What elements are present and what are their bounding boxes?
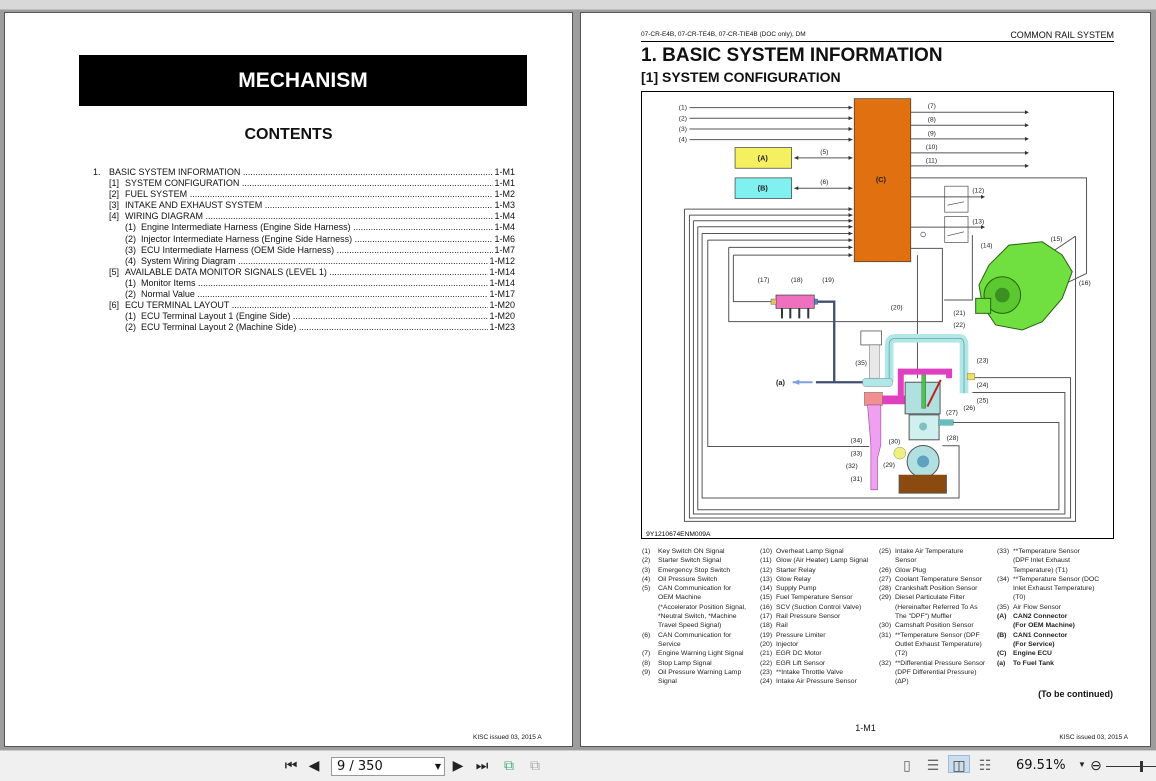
legend-item: [760, 593, 878, 602]
legend-text: Fuel Temperature Sensor: [776, 594, 853, 602]
toc-entry[interactable]: [93, 322, 515, 333]
legend-number: (18): [760, 622, 773, 630]
zoom-slider-handle[interactable]: [1140, 761, 1143, 772]
toc-page: 1-M17: [489, 289, 515, 300]
diagram-label: (13): [972, 218, 985, 226]
legend-item: [879, 659, 997, 687]
legend-item: [642, 556, 760, 565]
toc-page: 1-M1: [494, 178, 515, 189]
legend-column: [997, 547, 1115, 668]
running-head-models: 07-CR-E4B, 07-CR-TE4B, 07-CR-TIE4B (DOC only), DM: [641, 31, 806, 38]
diagram-label: (15): [1050, 235, 1063, 243]
diagram-label: (C): [875, 174, 886, 184]
arrowhead: [849, 207, 853, 211]
toc-entry[interactable]: [93, 300, 515, 311]
toc-entry[interactable]: [93, 256, 515, 267]
legend-number: (33): [997, 548, 1010, 555]
legend-number: (34): [997, 575, 1010, 583]
contents-heading: CONTENTS: [244, 126, 333, 143]
zoom-level[interactable]: 69.51%: [1016, 758, 1066, 773]
next-view-icon[interactable]: ⧉: [530, 757, 540, 773]
toc-title: Normal Value .....: [141, 289, 488, 300]
arrowhead: [849, 238, 853, 242]
arrowhead: [849, 231, 853, 235]
diagram-label: (7): [927, 102, 936, 110]
toc-title: AVAILABLE DATA MONITOR SIGNALS (LEVEL 1) .....: [125, 267, 488, 278]
legend-number: (8): [642, 659, 651, 667]
diagram-label: (23): [976, 357, 989, 365]
legend-item: [879, 575, 997, 584]
legend-number: (22): [760, 659, 773, 667]
legend-text: Crankshaft Position Sensor: [895, 585, 978, 593]
toc-entry[interactable]: [93, 222, 515, 233]
legend-text: Glow Plug: [895, 566, 926, 574]
zoom-slider[interactable]: [1106, 766, 1156, 767]
legend-text: Supply Pump: [776, 585, 817, 593]
legend-number: (A): [997, 613, 1007, 621]
toc-title: ECU Terminal Layout 1 (Engine Side) .....: [141, 311, 488, 322]
legend-text: Injector: [776, 640, 799, 648]
page-footer: KISC issued 03, 2015 A: [1059, 734, 1128, 741]
legend-item: [642, 566, 760, 575]
legend-item: [760, 556, 878, 565]
diagram-label: (9): [927, 130, 936, 138]
previous-view-icon[interactable]: ⧉: [504, 757, 514, 773]
legend-item: [997, 631, 1115, 650]
legend-item: [760, 584, 878, 593]
toc-page: 1-M14: [489, 266, 515, 277]
legend-number: (35): [997, 603, 1010, 611]
toc-number: (2): [125, 233, 136, 244]
toc-page: 1-M12: [489, 255, 515, 266]
legend-item: [642, 584, 760, 630]
arrowhead: [1025, 123, 1029, 127]
legend-text: EGR DC Motor: [776, 650, 822, 658]
legend-item: [760, 677, 878, 686]
toc-title: BASIC SYSTEM INFORMATION .....: [109, 167, 493, 178]
legend-text: Air Flow Sensor: [1013, 603, 1061, 611]
legend-number: (21): [760, 650, 773, 658]
legend-item: [879, 593, 997, 621]
diagram-label: (11): [925, 157, 938, 165]
toc-number: (1): [125, 311, 136, 322]
legend-item: [997, 603, 1115, 612]
toc-title: ECU Intermediate Harness (OEM Side Harness) .....: [141, 245, 493, 256]
arrowhead: [1025, 164, 1029, 168]
legend-text: Glow (Air Heater) Lamp Signal: [776, 557, 869, 565]
legend-text: Engine Warning Light Signal: [658, 650, 744, 658]
legend-item: [642, 649, 760, 658]
toc-page: 1-M14: [489, 277, 515, 288]
toc-entry[interactable]: [93, 234, 515, 245]
legend-number: (5): [642, 585, 651, 593]
arrowhead: [849, 127, 853, 131]
legend-number: (4): [642, 575, 651, 583]
legend-item: [879, 621, 997, 630]
arrowhead: [981, 195, 985, 199]
legend-text: Rail Pressure Sensor: [776, 613, 841, 621]
arrowhead: [981, 225, 985, 229]
legend-number: (B): [997, 631, 1007, 639]
diagram-label: (B): [757, 183, 768, 193]
toc-number: [6]: [109, 300, 120, 311]
legend-item: [760, 631, 878, 640]
legend-number: (11): [760, 557, 772, 565]
toc-title: WIRING DIAGRAM .....: [125, 211, 493, 222]
legend-text: SCV (Suction Control Valve): [776, 603, 862, 611]
diagram-label: (16): [1078, 280, 1091, 288]
legend-number: (31): [879, 631, 892, 639]
diagram-label: (4): [678, 136, 687, 144]
legend-number: (32): [879, 659, 892, 667]
toc-number: [4]: [109, 211, 120, 222]
diagram-label: (35): [855, 360, 868, 368]
toc-number: (2): [125, 322, 136, 333]
legend-number: (7): [642, 650, 651, 658]
legend-number: (3): [642, 566, 651, 574]
toc-page: 1-M20: [489, 300, 515, 311]
arrowhead: [849, 106, 853, 110]
legend-item: [760, 621, 878, 630]
legend-number: (a): [997, 659, 1006, 667]
toc-entry[interactable]: [93, 267, 515, 278]
arrowhead: [849, 225, 853, 229]
legend-number: (13): [760, 575, 773, 583]
toc-entry[interactable]: [93, 278, 515, 289]
diagram-label: (25): [976, 397, 989, 405]
running-head: [641, 31, 1114, 42]
diagram-label: (29): [883, 461, 895, 469]
toc-number: [2]: [109, 189, 120, 200]
legend-number: (6): [642, 631, 651, 639]
arrowhead: [794, 156, 798, 160]
legend-text: Coolant Temperature Sensor: [895, 575, 982, 583]
legend-number: (9): [642, 668, 651, 676]
legend-item: [642, 631, 760, 650]
toc-entry[interactable]: [93, 189, 515, 200]
diagram-label: (18): [790, 277, 803, 285]
arrowhead: [794, 186, 798, 190]
diagram-label: (19): [822, 277, 835, 285]
legend-text: Glow Relay: [776, 575, 811, 583]
zoom-dropdown-icon[interactable]: ▼: [1078, 760, 1086, 769]
rail-illustration: [771, 295, 863, 388]
legend-number: (28): [879, 585, 892, 593]
toc-number: [3]: [109, 200, 120, 211]
toc-title: ECU TERMINAL LAYOUT .....: [125, 300, 488, 311]
legend-text: CAN Communication for OEM Machine (*Accelerator Position Signal, *Neutral Switch, *Machine Travel Speed Signal): [658, 585, 747, 630]
toc-title: SYSTEM CONFIGURATION .....: [125, 178, 493, 189]
diagram-label: (34): [850, 437, 863, 445]
legend-number: (2): [642, 557, 651, 565]
next-page-button[interactable]: ▶: [452, 757, 464, 773]
legend-item: [760, 668, 878, 677]
legend-column: [760, 547, 878, 686]
legend-item: [997, 575, 1115, 603]
legend-number: (24): [760, 678, 773, 686]
legend-item: [642, 547, 760, 556]
diagram-label: (27): [946, 409, 958, 417]
toc-entry[interactable]: [93, 289, 515, 300]
arrowhead: [849, 138, 853, 142]
diagram-label: (1): [678, 104, 687, 112]
legend-text: **Temperature Sensor (DPF Inlet Exhaust Temperature) (T1): [1013, 548, 1080, 574]
legend-item: [879, 631, 997, 659]
zoom-out-button[interactable]: ⊖: [1090, 757, 1102, 773]
continuous-facing-view-icon[interactable]: ☷: [978, 757, 992, 773]
toc-title: INTAKE AND EXHAUST SYSTEM .....: [125, 200, 493, 211]
diagram-label: (32): [845, 463, 858, 471]
diagram-label: (a): [775, 378, 785, 388]
diagram-label: (14): [980, 242, 993, 250]
toc-title: System Wiring Diagram .....: [141, 256, 488, 267]
supply-pump-illustration: [976, 242, 1073, 330]
legend-text: CAN1 Connector (For Service): [1013, 631, 1068, 648]
arrowhead: [849, 219, 853, 223]
toc-title: Injector Intermediate Harness (Engine Side Harness) .....: [141, 234, 493, 245]
toc-entry[interactable]: [93, 178, 515, 189]
legend-text: CAN2 Connector (For OEM Machine): [1013, 613, 1075, 630]
toc-number: (3): [125, 244, 136, 255]
system-configuration-diagram: [641, 91, 1114, 539]
diagram-svg: [642, 92, 1113, 538]
relays: [921, 186, 968, 242]
legend-text: Diesel Particulate Filter (Hereinafter Referred To As The "DPF") Muffler: [895, 594, 978, 621]
arrowheads: [794, 106, 1029, 257]
legend-text: Engine ECU: [1013, 650, 1052, 658]
legend-item: [642, 659, 760, 668]
legend-number: (25): [879, 548, 892, 555]
toc-page: 1-M23: [489, 322, 515, 333]
running-head-section: COMMON RAIL SYSTEM: [1010, 30, 1114, 40]
diagram-label: (21): [953, 310, 966, 317]
toc-page: 1-M4: [494, 211, 515, 222]
legend-number: (10): [760, 548, 773, 555]
page-footer: KISC issued 03, 2015 A: [473, 734, 542, 741]
toc-number: 1.: [93, 167, 101, 177]
diagram-label: (2): [678, 115, 687, 123]
legend-number: (12): [760, 566, 773, 574]
toc-page: 1-M1: [494, 167, 515, 177]
legend-item: [760, 612, 878, 621]
arrowhead: [849, 253, 853, 257]
arrowhead: [849, 156, 853, 160]
legend-item: [879, 584, 997, 593]
diagram-label: (17): [757, 277, 770, 285]
toc-entry[interactable]: [93, 167, 515, 178]
previous-page-button[interactable]: ◀: [308, 757, 320, 773]
diagram-label: (3): [678, 125, 687, 133]
legend-text: Rail: [776, 622, 788, 630]
toc-number: [5]: [109, 266, 120, 277]
legend-text: **Differential Pressure Sensor (DPF Differential Pressure) (ΔP): [895, 659, 986, 686]
arrowhead: [1025, 151, 1029, 155]
legend-item: [997, 649, 1115, 658]
legend-text: CAN Communication for Service: [658, 631, 732, 648]
diagram-label: (33): [850, 450, 863, 458]
arrowhead: [1025, 110, 1029, 114]
legend-number: (29): [879, 594, 892, 602]
legend-number: (16): [760, 603, 773, 611]
toc-number: (2): [125, 289, 136, 300]
legend-number: (C): [997, 650, 1007, 658]
legend-text: Pressure Limiter: [776, 631, 826, 639]
diagram-label: (A): [757, 153, 768, 163]
legend-item: [760, 640, 878, 649]
diagram-label: (8): [927, 116, 936, 124]
toc-entry[interactable]: [93, 245, 515, 256]
legend-item: [760, 575, 878, 584]
subsection-heading: [1] SYSTEM CONFIGURATION: [641, 69, 841, 85]
legend-text: Oil Pressure Warning Lamp Signal: [658, 668, 742, 686]
diagram-label: (24): [976, 381, 989, 389]
single-page-view-icon[interactable]: ▯: [903, 757, 911, 773]
legend-item: [760, 547, 878, 556]
toc-title: ECU Terminal Layout 2 (Machine Side) .....: [141, 322, 488, 333]
legend-text: Starter Switch Signal: [658, 557, 722, 565]
legend-text: EGR Lift Sensor: [776, 659, 826, 667]
diagram-image-id: 9Y1210674ENM009A: [646, 531, 711, 538]
diagram-label: (5): [820, 148, 829, 156]
legend-item: [760, 649, 878, 658]
page-number-input[interactable]: [331, 757, 445, 776]
toc-number: [1]: [109, 178, 120, 189]
arrowhead: [1025, 137, 1029, 141]
legend-column: [642, 547, 760, 686]
arrowhead: [849, 213, 853, 217]
toc-entry[interactable]: [93, 311, 515, 322]
legend-number: (14): [760, 585, 773, 593]
diagram-label: (22): [953, 321, 966, 329]
arrowhead: [849, 245, 853, 249]
legend-text: Oil Pressure Switch: [658, 575, 718, 583]
legend-item: [760, 566, 878, 575]
toc-page: 1-M2: [494, 189, 515, 200]
legend-text: **Temperature Sensor (DPF Outlet Exhaust Temperature) (T2): [895, 631, 982, 658]
toc-page: 1-M6: [494, 233, 515, 244]
arrowhead: [849, 116, 853, 120]
arrowhead: [849, 186, 853, 190]
legend-text: **Intake Throttle Valve: [776, 668, 843, 676]
toc-page: 1-M4: [494, 222, 515, 233]
toc-entry[interactable]: [93, 200, 515, 211]
diagram-label: (26): [963, 405, 976, 413]
legend-item: [642, 668, 760, 687]
pdf-page-left: [4, 12, 573, 747]
legend-text: Emergency Stop Switch: [658, 566, 731, 574]
legend-number: (17): [760, 613, 773, 621]
toc-page: 1-M3: [494, 200, 515, 211]
toc-number: (1): [125, 222, 136, 233]
diagram-label: (12): [972, 187, 985, 195]
diagram-label: (28): [946, 435, 959, 443]
toc-title: Engine Intermediate Harness (Engine Side Harness) .....: [141, 222, 493, 233]
to-be-continued: (To be continued): [1038, 689, 1113, 699]
diagram-label: (10): [925, 143, 938, 151]
continuous-view-icon[interactable]: ☰: [926, 757, 940, 773]
toc-entry[interactable]: [93, 211, 515, 222]
legend-column: [879, 547, 997, 686]
toc-title: Monitor Items .....: [141, 278, 488, 289]
legend-text: Key Switch ON Signal: [658, 548, 725, 555]
toc-number: (4): [125, 255, 136, 266]
legend-text: Intake Air Pressure Sensor: [776, 678, 857, 686]
legend-number: (30): [879, 622, 892, 630]
legend-text: Starter Relay: [776, 566, 816, 574]
toc-page: 1-M20: [489, 311, 515, 322]
toc-page: 1-M7: [494, 244, 515, 255]
legend-item: [997, 547, 1115, 575]
facing-view-icon[interactable]: ◫: [948, 755, 970, 773]
section-heading: 1. BASIC SYSTEM INFORMATION: [641, 45, 943, 66]
legend-item: [760, 659, 878, 668]
toc-number: (1): [125, 277, 136, 288]
legend-item: [997, 659, 1115, 668]
legend-text: Stop Lamp Signal: [658, 659, 712, 667]
pdf-page-right: [580, 12, 1151, 747]
legend-item: [642, 575, 760, 584]
legend-number: (26): [879, 566, 892, 574]
legend-text: Overheat Lamp Signal: [776, 548, 844, 555]
legend-text: **Temperature Sensor (DOC Inlet Exhaust Temperature) (T0): [1013, 575, 1100, 602]
diagram-label: (20): [890, 304, 903, 312]
page-number: 1-M1: [855, 723, 876, 733]
legend-item: [997, 612, 1115, 631]
chapter-title: MECHANISM: [79, 55, 527, 106]
legend-text: Camshaft Position Sensor: [895, 622, 974, 630]
legend-number: (27): [879, 575, 892, 583]
legend-number: (15): [760, 594, 773, 602]
legend-item: [879, 566, 997, 575]
legend-number: (20): [760, 640, 773, 648]
legend-number: (19): [760, 631, 773, 639]
page-number-value: 9 / 350: [337, 759, 383, 774]
legend-item: [879, 547, 997, 566]
legend-text: To Fuel Tank: [1013, 659, 1054, 667]
diagram-label: (30): [888, 438, 901, 446]
diagram-label: (6): [820, 178, 829, 186]
chevron-down-icon[interactable]: ▼: [434, 762, 441, 771]
first-page-button[interactable]: ⏮: [284, 757, 298, 773]
legend-number: (23): [760, 668, 773, 676]
legend-text: Intake Air Temperature Sensor: [895, 548, 964, 565]
legend-number: (1): [642, 548, 651, 555]
toc-title: FUEL SYSTEM .....: [125, 189, 493, 200]
table-of-contents: [93, 167, 515, 333]
last-page-button[interactable]: ⏭: [475, 757, 489, 773]
viewer-top-edge: [0, 0, 1156, 10]
diagram-label: (31): [850, 476, 863, 484]
legend-item: [760, 603, 878, 612]
